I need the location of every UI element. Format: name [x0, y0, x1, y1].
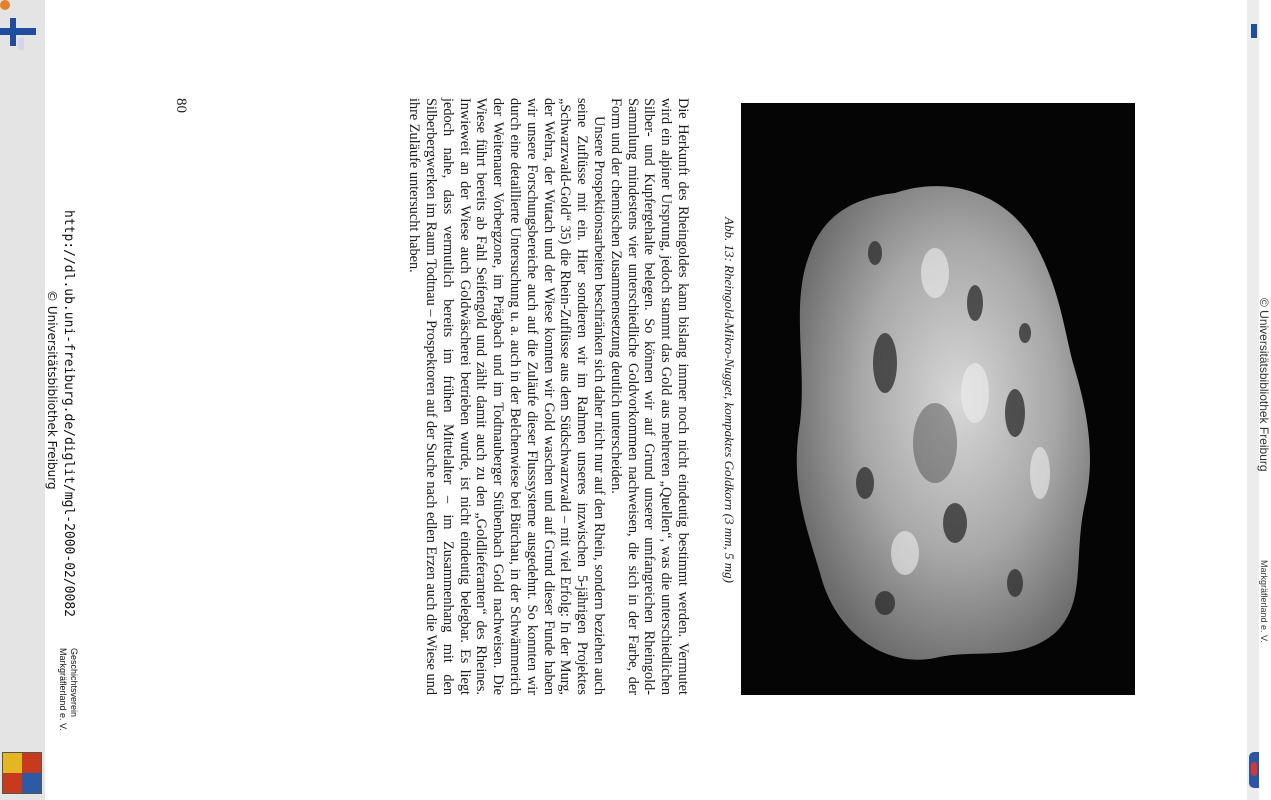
orange-dot-icon	[0, 0, 10, 10]
top-edge-copyright: © Universitätsbibliothek Freiburg	[1257, 298, 1271, 472]
library-logo-icon	[2, 752, 42, 794]
blue-mark-icon	[18, 38, 24, 50]
nugget-photo	[741, 103, 1135, 695]
left-margin-strip	[0, 0, 45, 800]
footer-org	[57, 648, 79, 768]
top-edge-org: Markgräflerland e. V.	[1259, 560, 1269, 643]
footer-url-link[interactable]: http://dl.ub.uni-freiburg.de/diglit/mgl-2000-02/0082	[61, 210, 76, 617]
blue-mark-icon	[10, 18, 16, 46]
paragraph: Unsere Prospektionsarbeiten beschränken sich daher nicht nur auf den Rhein, sondern beziehen auch seine Zuflüsse mit ein. Hier sondieren wir im Rahmen unseres inzwischen 5-jährigen Projektes „Schwarzwald-Gold“ 35) die Rhein-Zuflüsse aus dem Südschwarzwald – mit viel Erfolg: In der Murg, der Wehra, der Wutach und der Wiese konnten wir Gold waschen und auf Grund dieser Funde haben wir unsere Forschungsbereiche auch auf die Zuläufe dieser Flusssysteme ausgedehnt. So konnten wir durch eine detaillierte Untersuchung u. a. auch in der Belchenwiese bei Bürchau, in der Schwämmerich der Weitenauer Vorbergzone, im Prägbach und im Todtnauberger Stübenbach Gold nachweisen. Die Wiese führt bereits ab Fahl Seifengold und zählt damit auch zu den „Goldlieferanten“ des Rheines. Inwieweit an der Wiese auch Goldwäscherei betrieben wurde, ist nicht eindeutig belegbar. Es liegt jedoch nahe, dass vermutlich bereits im frühen Mittelalter – im Zusammenhang mit den Silberbergwerken im Raum Todtnau – Prospektoren auf der Suche nach edlen Erzen auch die Wiese und ihre Zuläufe untersucht haben.	[406, 98, 608, 695]
figure-caption: Abb. 13: Rheingold-Mikro-Nugget, kompaktes Goldkorn (3 mm, 5 mg)	[722, 217, 737, 583]
gold-nugget-image	[741, 103, 1135, 695]
article-body	[405, 98, 691, 695]
footer-org-line: Geschichtsverein	[69, 648, 79, 718]
footer-org-line: Markgräflerland e. V.	[58, 648, 68, 731]
paragraph: Die Herkunft des Rheingoldes kann bislang immer noch nicht eindeutig bestimmt werden. Vermutet wird ein alpiner Ursprung, jedoch stammt das Gold aus mehreren „Quellen“, was die unterschiedlichen Silber- und Kupfergehalte belegen. So können wir auf Grund unserer umfangreichen Rheingold-Sammlung mindestens vier unterschiedliche Goldvorkommen nachweisen, die sich in der Farbe, der Form und der chemischen Zusammensetzung deutlich unterscheiden.	[607, 98, 691, 695]
scanned-page	[45, 0, 1271, 800]
page-number: 80	[173, 98, 189, 113]
footer-copyright: © Universitätsbibliothek Freiburg	[45, 290, 59, 490]
blue-mark-icon	[0, 28, 36, 35]
